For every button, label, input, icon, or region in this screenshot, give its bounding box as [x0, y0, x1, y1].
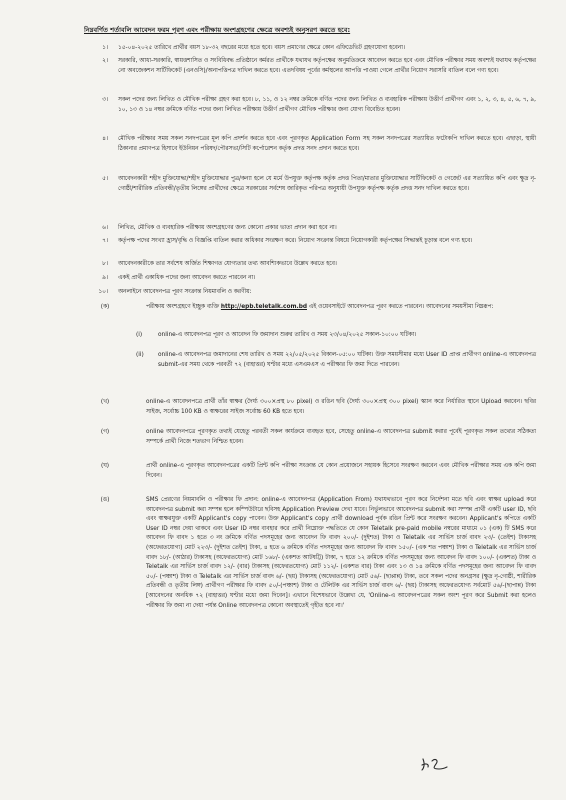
item-text: ১৫-০৪-২০২৫ তারিখে প্রার্থীর বয়স ১৮-৩২ বছরের মধ্যে হতে হবে। বয়স প্রমাণের ক্ষেত্রে কোন এফিডেভিট গ্রহণযোগ্য হবেনা। [118, 45, 405, 51]
sub-item-text-pre: পরীক্ষায় অংশগ্রহণে ইচ্ছুক ব্যক্তি [146, 304, 220, 310]
item-number: ১। [102, 45, 108, 51]
item-text: অনলাইনে আবেদনপত্র পূরণ সংক্রান্ত নিয়মাবলি ও করণীয়: [118, 289, 252, 295]
point-number: (i) [136, 332, 143, 338]
item-text: একই প্রার্থী একাধিক পদের জন্য আবেদন করতে পারবেন না। [118, 275, 256, 281]
item-text: সকল পদের জন্য লিখিত ও মৌখিক পরীক্ষা গ্রহণ করা হবে। ৮, ১১, ও ১২ নম্বর ক্রমিকে বর্ণিত পদের জন্য লিখিত ও ব্যবহারিক পরীক্ষায় উত্তীর্ণ প্রার্থীগণ এবং ১, ২, ৩, ৪, ৫, ৬, ৭, ৯, ১০, ১৩ ও ১৪ নম্বর ক্রমিকে বর্ণিত পদের জন্য লিখিত পরীক্ষায় উত্তীর্ণ প্রার্থীগণ মৌখিক পরীক্ষার জন্য যোগ্য বিবেচিত হবেন। [118, 97, 536, 113]
item-number: ৯। [102, 275, 108, 281]
page-heading: নিম্নবর্ণিত শর্তাবলি আবেদন ফরম পূরণ এবং পরীক্ষায় অংশগ্রহণের ক্ষেত্রে অবশ্যই অনুসরণ করতে হবে: [84, 26, 351, 34]
point-number: (ii) [136, 352, 144, 358]
point-text: online-এ আবেদনপত্র পূরণ ও আবেদন ফি জমাদান শুরুর তারিখ ও সময় ২৩/০৪/২০২৫ সকাল-১০:০০ ঘটিকা। [158, 332, 417, 338]
sub-item-text: online-এ আবেদনপত্রে প্রার্থী তাঁর স্বাক্ষর (দৈর্ঘ্য ৩০০×প্রস্থ ৮০ pixel) ও রঙিন ছবি (দৈর্ঘ্য ৩০০×প্রস্থ ৩০০ pixel) স্ক্যান করে নির্ধারিত স্থানে Upload করবেন। ছবির সাইজ, সর্বোচ্চ 100 KB ও স্বাক্ষরের সাইজ সর্বোচ্চ 60 KB হতে হবে। [146, 399, 536, 415]
sub-item-text [146, 303, 536, 313]
point-text: online-এ আবেদনপত্র জমাদানের শেষ তারিখ ও সময় ২২/০৫/২০২৫ বিকাল-০৫:০০ ঘটিকা। উক্ত সময়সীমার মধ্যে User ID প্রাপ্ত প্রার্থীগণ online-এ আবেদনপত্র submit-এর সময় থেকে পরবর্তী ৭২ (বাহাত্তর) ঘণ্টার মধ্যে এসএমএস এ পরীক্ষার ফি জমা দিতে পারবেন। [158, 352, 536, 368]
item-number: ৮। [102, 261, 108, 267]
sub-item-number: (ঙ) [100, 497, 110, 503]
item-text: লিখিত, মৌখিক ও ব্যবহারিক পরীক্ষায় অংশগ্রহণের জন্য কোনো প্রকার ভাতা প্রদান করা হবে না। [118, 225, 337, 231]
item-number: ২। [102, 58, 108, 64]
item-text: সরকারি, আধা-সরকারি, স্বায়ত্তশাসিত ও সংবিধিবদ্ধ প্রতিষ্ঠানে কর্মরত প্রার্থীকে যথাযথ কর্তৃপক্ষের অনুমতিক্রমে আবেদন করতে হবে এবং মৌখিক পরীক্ষার সময় অবশ্যই যথাযথ কর্তৃপক্ষের নো অবজেকশন সার্টিফিকেট (এনওসি)/অনাপত্তিপত্র দাখিল করতে হবে। এতদবিষয় পূর্বের কর্মস্থলের আপত্তি পাওয়া গেলে প্রার্থীর নিয়োগ সরাসরি বাতিল বলে গণ্য হবে। [118, 58, 536, 74]
sub-item-number: (গ) [100, 429, 110, 435]
sub-item-text: online আবেদনপত্রে পূরণকৃত তথ্যই যেহেতু পরবর্তী সকল কার্যক্রমে ব্যবহৃত হবে, সেহেতু online-এ আবেদনপত্র submit করার পূর্বেই পূরণকৃত সকল তথ্যের সঠিকতা সম্পর্কে প্রার্থী নিজে শতভাগ নিশ্চিত হবেন। [146, 429, 536, 445]
sub-item-text-post: এই ওয়েবসাইটে আবেদনপত্র পূরণ করতে পারবেন। আবেদনের সময়সীমা নিম্নরূপ: [308, 304, 494, 310]
item-number: ৬। [102, 225, 108, 231]
sub-item-text: প্রার্থী online-এ পূরণকৃত আবেদনপত্রের একটি প্রিন্ট কপি পরীক্ষা সংক্রান্ত যে কোন প্রয়োজনে সহায়ক হিসেবে সংরক্ষণ করবেন এবং মৌখিক পরীক্ষার সময় এক কপি জমা দিবেন। [146, 463, 536, 479]
sub-item-text: SMS প্রেরণের নিয়মাবলি ও পরীক্ষার ফি প্রদান: online-এ আবেদনপত্র (Application From) যথাযথভাবে পূরণ করে নির্দেশনা মতে ছবি এবং স্বাক্ষর upload করে আবেদনপত্র submit করা সম্পন্ন হলে কম্পিউটারে ছবিসহ Application Preview দেখা যাবে। নির্ভুলভাবে আবেদনপত্র submit করা সম্পন্ন প্রার্থী একটি user ID, ছবি এবং স্বাক্ষরযুক্ত একটি Applicant's copy পাবেন। উক্ত Applicant's copy প্রার্থী download পূর্বক রঙিন প্রিন্ট করে সংরক্ষণ করবেন। Applicant's কপিতে একটি User ID নম্বর দেয়া থাকবে এবং User ID নম্বর ব্যবহার করে প্রার্থী নিম্নোক্ত পদ্ধতিতে যে কোন Teletalk pre-paid mobile নম্বরের মাধ্যমে ০১ (এক) টি SMS করে আবেদন ফি বাবদ ১ হতে ৩ নং ক্রমিকে বর্ণিত পদসমূহের জন্য আবেদন ফি বাবদ ২০০/- (দুইশত) টাকা ও Teletalk এর সার্ভিস চার্জ বাবদ ২৩/- (তেইশ) টাকাসহ (অফেরতযোগ্য) মোট ২২৩/- (দুইশত তেইশ) টাকা, ৪ হতে ৬ ক্রমিকে বর্ণিত পদসমূহের জন্য আবেদন ফি বাবদ ১৫০/- (এক শত পঞ্চাশ) টাকা ও Teletalk এর সার্ভিস চার্জ বাবদ ১৮/- (আঠার) টাকাসহ (অফেরতযোগ্য) মোট ১৬৮/- (একশত আটষট্টি) টাকা, ৭ হতে ১২ ক্রমিকে বর্ণিত পদসমূহের জন্য আবেদন ফি বাবদ ১০০/- (একশত) টাকা ও Teletalk এর সার্ভিস চার্জ বাবদ ১২/- (বার) টাকাসহ (অফেরতযোগ্য) মোট ১১২/- (একশত বার) টাকা এবং ১৩ ও ১৪ ক্রমিকে বর্ণিত পদসমূহের জন্য আবেদন ফি বাবদ ৫০/- (পঞ্চাশ) টাকা ও Teletalk এর সার্ভিস চার্জ বাবদ ৬/- (ছয়) টাকাসহ (অফেরতযোগ্য) মোট ৫৬/- (ছাপ্পান্ন) টাকা, তবে সকল পদের অনগ্রসর (ক্ষুদ্র নৃ-গোষ্ঠী, শারীরিক প্রতিবন্ধী ও তৃতীয় লিঙ্গ) প্রার্থীগণ পরীক্ষার ফি বাবদ ৫০/-(পঞ্চাশ) টাকা ও টেলিটক এর সার্ভিস চার্জ বাবদ ৬/- (ছয়) টাকাসহ অফেরতযোগ্য সর্বমোট ৫৬/-(ছাপান্ন) টাকা [আবেদনের অনধিক ৭২ (বাহাত্তর) ঘণ্টার মধ্যে জমা দিবেন]। এখানে বিশেষভাবে উল্লেখ্য যে, 'Online-এ আবেদনপত্রের সকল অংশ পূরণ করে Submit করা হলেও পরীক্ষার ফি জমা না দেয়া পর্যন্ত Online আবেদনপত্র কোনো অবস্থাতেই গৃহীত হবে না।' [146, 497, 536, 609]
item-text: আবেদনকারী শহীদ মুক্তিযোদ্ধা/শহীদ মুক্তিযোদ্ধার পুত্র/কন্যা হলে যে মর্মে উপযুক্ত কর্তৃপক্ষ কর্তৃক প্রদত্ত পিতা/মাতার মুক্তিযোদ্ধার সার্টিফিকেট ও গেজেট এর সত্যায়িত কপি এবং ক্ষুদ্র নৃ-গোষ্ঠী/শারীরিক প্রতিবন্ধী/তৃতীয় লিঙ্গের প্রার্থীদের ক্ষেত্রে সরকারের সর্বশেষ জারিকৃত পরিপত্র অনুযায়ী উপযুক্ত কর্তৃপক্ষ কর্তৃক প্রদত্ত সনদ দাখিল করতে হবে। [118, 176, 536, 192]
sub-item-number: (ঘ) [100, 463, 110, 469]
item-number: ৫। [102, 176, 108, 182]
item-number: ৭। [102, 238, 108, 244]
item-number: ৩। [102, 97, 108, 103]
item-number: ১০। [98, 289, 108, 295]
sub-item-number: (খ) [100, 399, 110, 405]
item-text: কর্তৃপক্ষ পদের সংখ্যা হ্রাস/বৃদ্ধি ও বিজ্ঞপ্তি বাতিল করার অধিকার সংরক্ষণ করে। নিয়োগ সংক্রান্ত বিষয়ে নিয়োগকারী কর্তৃপক্ষের সিদ্ধান্তই চূড়ান্ত বলে গণ্য হবে। [118, 238, 473, 244]
item-text: মৌখিক পরীক্ষার সময় সকল সনদপত্রের মূল কপি প্রদর্শন করতে হবে এবং পূরণকৃত Application Form সহ সকল সনদপত্রের সত্যায়িত ফটোকপি দাখিল করতে হবে। এছাড়া, স্থায়ী ঠিকানার প্রমাণপত্র হিসাবে ইউনিয়ন পরিষদ/পৌরসভা/সিটি কর্পোরেশন কর্তৃক প্রদত্ত সনদ প্রদান করতে হবে। [118, 136, 536, 152]
website-link[interactable]: http://epb.teletalk.com.bd [220, 304, 307, 310]
item-text: আবেদনকারীকে তার সর্বশেষ অর্জিত শিক্ষাগত যোগ্যতার তথ্য আবশ্যিকভাবে উল্লেখ করতে হবে। [118, 261, 337, 267]
sub-item-number: (ক) [100, 304, 110, 310]
item-number: ৪। [102, 136, 108, 142]
handwritten-signature [420, 755, 450, 773]
